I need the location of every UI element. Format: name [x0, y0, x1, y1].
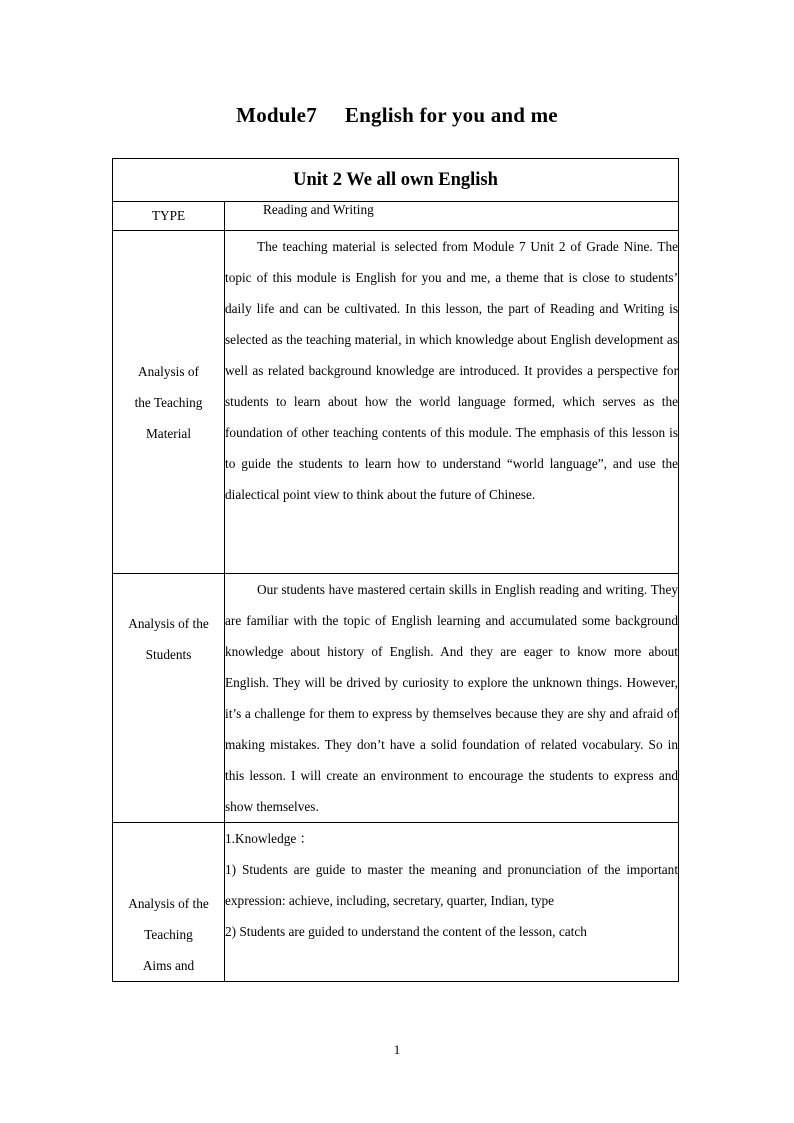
- students-text: Our students have mastered certain skills in English reading and writing. They are familiar with the topic of English learning and accumulated some background knowledge about history of English. And they are eager to know more about English. They will be drived by curiosity to explore the unknown things. However, it’s a challenge for them to express by themselves because they are shy and afraid of making mistakes. They don’t have a solid foundation of related vocabulary. So in this lesson. I will create an environment to encourage the students to express and show themselves.: [225, 582, 679, 814]
- unit-title: Unit 2 We all own English: [113, 159, 679, 202]
- students-label-line2: Students: [145, 647, 192, 662]
- material-row: [113, 231, 679, 574]
- aims-item-1: 1) Students are guide to master the meaning and pronunciation of the important expression: achieve, including, secretary, quarter, Indian, type: [225, 862, 679, 908]
- aims-content: [225, 823, 679, 982]
- students-label: [113, 574, 225, 823]
- material-label-line1: Analysis of: [138, 363, 199, 379]
- aims-label-line2: Teaching: [144, 927, 193, 942]
- material-content: [225, 231, 679, 574]
- title-subject: English for you and me: [344, 103, 558, 127]
- material-label-line3: Material: [145, 425, 192, 441]
- aims-heading: 1.Knowledge ：: [225, 831, 313, 846]
- type-value: Reading and Writing: [225, 202, 679, 231]
- material-text: The teaching material is selected from Module 7 Unit 2 of Grade Nine. The topic of this module is English for you and me, a theme that is close to students’ daily life and can be cultivated. In this lesson, the part of Reading and Writing is selected as the teaching material, in which knowledge about English development as well as related background knowledge are introduced. It provides a perspective for students to learn about how the world language formed, which serves as the foundation of other teaching contents of this module. The emphasis of this lesson is to guide the students to learn how to understand “world language”, and use the dialectical point view to think about the future of Chinese.: [225, 239, 679, 502]
- type-label: TYPE: [113, 202, 225, 231]
- material-label-line2: the Teaching: [134, 394, 203, 410]
- lesson-plan-table: [112, 158, 679, 982]
- aims-label-line3: Aims and: [142, 958, 195, 973]
- aims-label-line1: Analysis of the: [128, 896, 209, 911]
- unit-title-row: [113, 159, 679, 202]
- page-title: [0, 103, 794, 128]
- students-row: [113, 574, 679, 823]
- type-row: [113, 202, 679, 231]
- students-label-line1: Analysis of the: [128, 616, 209, 631]
- title-module: Module7: [236, 103, 317, 127]
- page-number: 1: [393, 1042, 401, 1057]
- material-label: [113, 231, 225, 574]
- aims-item-2: 2) Students are guided to understand the content of the lesson, catch: [225, 924, 587, 939]
- aims-label: [113, 823, 225, 982]
- students-content: [225, 574, 679, 823]
- aims-row: [113, 823, 679, 982]
